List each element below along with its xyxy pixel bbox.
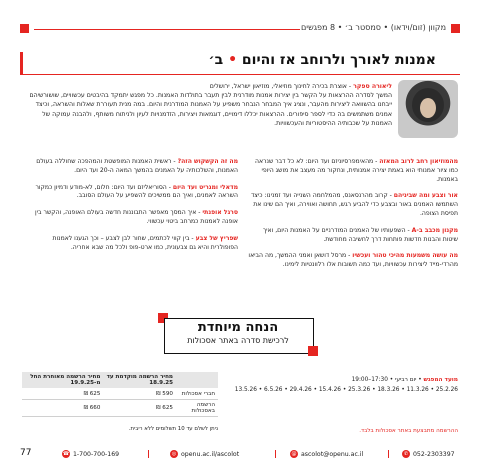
lecture-item — [248, 252, 458, 270]
table-header-cell: מחיר הרשמה מאוחרת החל מ-19.9.25 — [22, 372, 103, 389]
page-number: 77 — [20, 448, 32, 458]
whatsapp-icon: ✆ — [403, 451, 409, 457]
lecture-text: - בין קווי לכתמים, שחור לבן לצבע – וכך הגענו לאמנות הפופולרית והיא גם צבעונית, כמו ארט-פופ ולכל מה שבא אחריה. — [52, 234, 238, 251]
lecture-title: מהמוזיאון רחב לרוב המאזה — [379, 158, 458, 165]
title-rule — [20, 74, 460, 75]
lecture-title: סרגל אופנתי — [202, 209, 238, 217]
lecture-text: - איך המסך מאפשר התבוננות חדשה בעולם האופנה, והקשר בין אופנה לאמנות כמרחב ביטוי עכשווי. — [35, 209, 238, 225]
table-row — [22, 389, 218, 400]
lectures-left-column — [28, 158, 238, 260]
lecture-item — [28, 184, 238, 202]
lecturer-bio: - אוצרת בכירה לחינוך מוזיאלי, מוזיאון ישראל, ירושלים — [209, 83, 354, 90]
table-header-cell — [176, 372, 218, 389]
lecture-title: מדאלי ומגריט ועד היום — [172, 183, 238, 191]
table-header-cell: מחיר הרשמה מוקדמת עד 18.9.25 — [103, 372, 176, 389]
lecture-title: מקנון מכבב ב-A — [411, 226, 458, 234]
lecture-item — [248, 227, 458, 245]
footer-separator — [275, 450, 276, 458]
pricing-table — [22, 372, 218, 417]
footer-separator — [388, 450, 389, 458]
lecture-text: - ראשית האמנות המופשטת והמהפכה שחוללה בעולם האמנות, והשלכותיה על האמנים בהמשך המאה ה-20 ועד היום. — [36, 158, 238, 174]
lecture-text: - מהאימפרסיוניזם ועד היום: לא כל דבר שנראה כמו ציור אמנותי הוא באמת יצירה אמנותית, ונחקור מה מעצב את מושג היופי באמנות. — [255, 158, 458, 183]
footer-email-text: ascolot@openu.ac.il — [301, 450, 364, 458]
table-row — [22, 400, 218, 417]
lecture-title: מה עושה משמעות מהיכי טהור ועכשיו — [352, 252, 458, 260]
offer-corner-accent — [308, 346, 318, 356]
footer-phone-text: 1-700-700-169 — [73, 450, 120, 458]
lecture-text: - הסוריאליזם ועד היום: חלום, לא-מודע ודמיון כמקור השראה לאמנים, ואיך הם ממשיכים להשפיע על העולם הסובב. — [35, 183, 238, 200]
footer-whatsapp-text: 052-2303397 — [413, 450, 455, 458]
schedule-label: מועד המפגש — [423, 377, 458, 383]
email-icon: @ — [291, 451, 297, 457]
schedule-dates: 25.2.26 • 11.3.26 • 18.3.26 • 25.3.26 • 15.4.26 • 29.4.26 • 6.5.26 • 13.5.26 — [234, 387, 458, 393]
footer-website-text: openu.ac.il/ascolot — [181, 450, 240, 458]
lecture-text: - מרסל דושאן ואמני ההמשך, מה הביאו מהרדי-מייד ליצירות עכשוויות, ועד כמה תשובות אלו רלוונטיות לימינו. — [248, 252, 458, 269]
table-cell: 625 ₪ — [103, 400, 176, 417]
lecture-text: - קרוב מהרנסאנס, מהמלחמה השנייה ועד זמנינו: כיצד השתמשו האמנים באור ובצבע כדי להביע רגש, תחושה ואווירה, ואיך הם שינו את תפיסת הצופה. — [250, 192, 458, 217]
table-cell: 660 ₪ — [22, 400, 103, 417]
table-header-row — [22, 372, 218, 389]
lecture-item — [28, 209, 238, 227]
header-marker-left — [20, 24, 29, 33]
table-cell: הרשמה באסכולות — [176, 400, 218, 417]
header-marker — [451, 24, 460, 33]
title-dot: • — [228, 52, 238, 68]
lecture-item — [28, 235, 238, 253]
footer-phone[interactable] — [62, 450, 119, 458]
lecturer-name: ליאורה ספקר — [353, 83, 392, 90]
footer-website[interactable] — [170, 450, 239, 458]
lecturer-section — [22, 82, 392, 128]
page-header — [20, 22, 460, 36]
footer-separator — [148, 450, 149, 458]
page-title — [208, 52, 436, 68]
title-accent-bar — [20, 52, 23, 74]
offer-title: הנחה מיוחדת — [197, 320, 279, 335]
lecture-text: - השפעותיו של האמנים המודרניים על האמנות היום, ואיך שיטות והבנות חדשות פותחות דרך לחשיבה מחודשת. — [262, 226, 458, 243]
lecture-title: אור וצבע ומה שביניהם — [393, 192, 458, 200]
registration-note: ההרשמה מתבצעת באתר אסכולות בלבד. — [359, 428, 458, 434]
header-rule — [34, 29, 300, 30]
header-text: מקוון (זום/וידאו) • סמסטר ב׳ • 8 מפגשים — [300, 23, 446, 32]
footer-whatsapp[interactable] — [402, 450, 455, 458]
lecturer-description: המשך לסדרה ההרצאות על הקשר בין יצירות אמנות מודרנית לבין תעבר בתולדות האמנות. כל מפגש יתמקד בהיבטים עכשוויים, שושורשיהם ייבחנו בהשוואה ליצירות מהעבר, ונציג איך המבחר הנבחר משפיע על האמנות המודרנית והיום. במה מנית תעוררת שאלות והשראה, וכיצד אמנים משתמשים בה כדי לספר סיפורים. ההרצאות יכללו דימויים, דוגמאות ויצירות, הזדמנויות לעיון ולניתוח משותף, ולהבנה עמוקה של האמנות על שכבותיה ההיסטוריות והעכשוויות. — [29, 92, 392, 127]
lecture-item — [248, 192, 458, 218]
table-cell: 590 ₪ — [103, 389, 176, 400]
title-main: אמנות לאורך ולרוחב אז והיום — [241, 52, 436, 68]
footer-email[interactable] — [290, 450, 363, 458]
lectures-right-column — [248, 158, 458, 278]
lecture-item — [248, 158, 458, 184]
schedule-time: • יום רביעי • 17:30–19:00 — [351, 377, 424, 383]
lecture-title: שפריץ של צבע — [195, 234, 238, 242]
schedule-block — [228, 375, 458, 395]
offer-subtitle: לרכישת סדרה באתר אסכולות — [187, 336, 289, 345]
pricing-note: ניתן לשלם עד 10 תשלומים ללא ריבית. — [128, 426, 218, 432]
page-footer — [20, 448, 460, 462]
photo-face — [420, 98, 436, 118]
title-suffix: ב׳ — [208, 52, 224, 68]
table-cell: חברי אסכולות — [176, 389, 218, 400]
lecturer-photo — [398, 80, 458, 138]
table-cell: 625 ₪ — [22, 389, 103, 400]
phone-icon: ☎ — [62, 451, 70, 457]
lecture-item — [28, 158, 238, 176]
globe-icon: ◎ — [171, 451, 177, 457]
lecture-title: מה זה הקשקוש הזה? — [177, 158, 238, 165]
